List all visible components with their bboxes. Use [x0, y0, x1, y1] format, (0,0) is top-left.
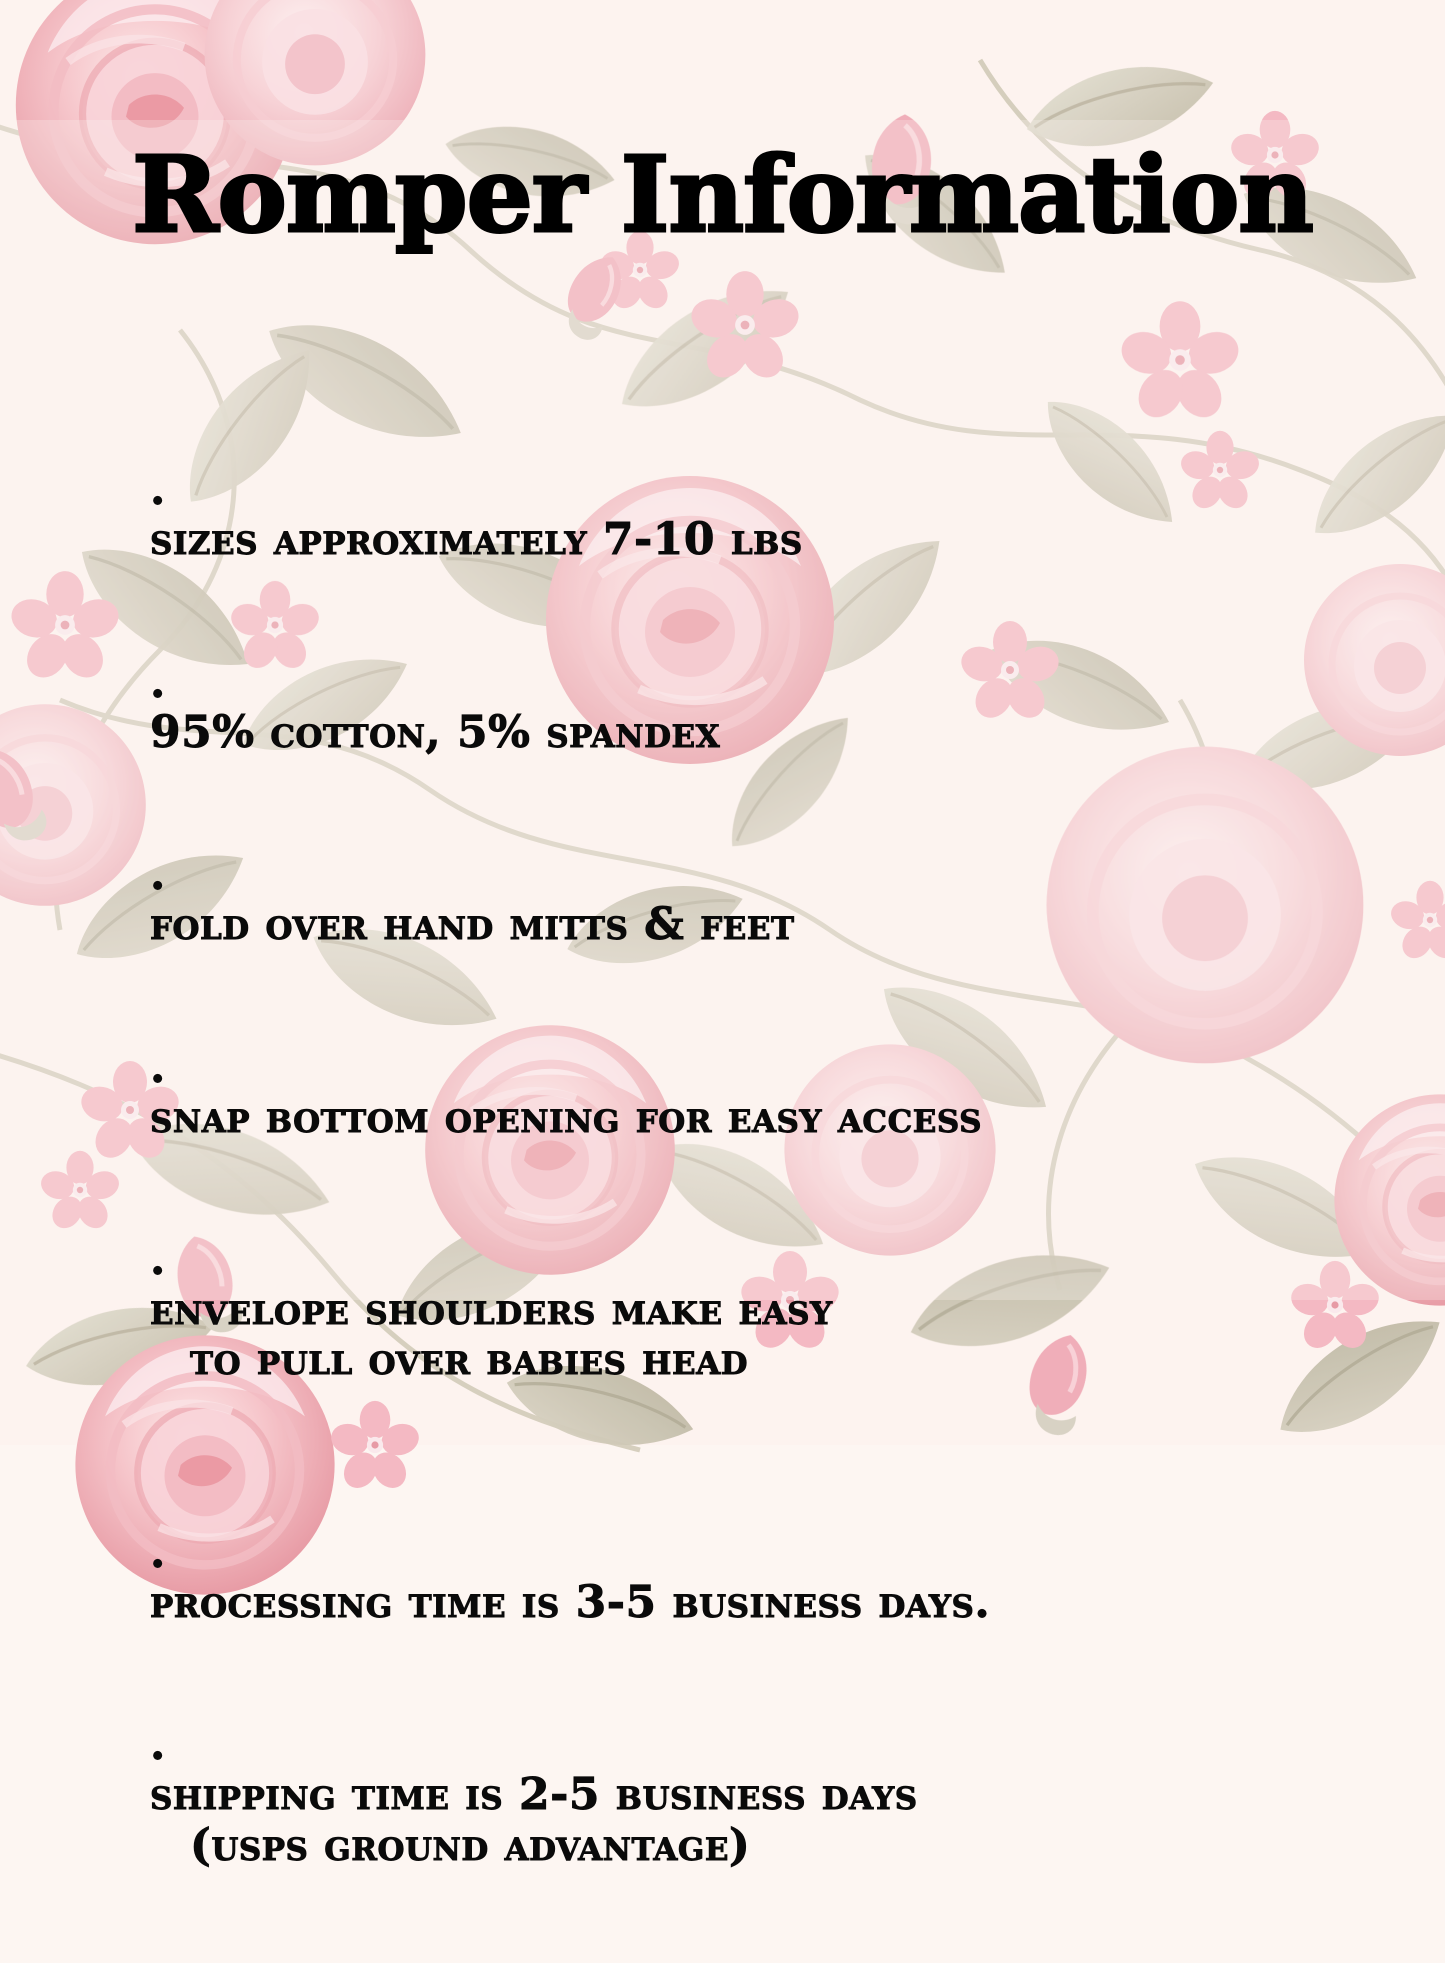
list-item-label: sizes approximately 7-10 lbs	[150, 514, 803, 566]
list-item-label: snap bottom opening for easy access	[150, 1091, 982, 1143]
list-item	[150, 992, 1410, 1142]
list-item	[150, 1478, 1410, 1628]
list-item	[150, 800, 1410, 950]
bullet-marker: .	[150, 656, 166, 708]
bullet-marker: .	[150, 1719, 166, 1771]
list-item	[150, 607, 1410, 757]
bullet-marker: .	[150, 1234, 166, 1286]
list-item-label: shipping time is 2-5 business days	[150, 1769, 918, 1821]
list-item-label: processing time is 3-5 business days.	[150, 1576, 991, 1628]
list-item-label-continued: (usps ground advantage)	[190, 1819, 751, 1871]
romper-details-list	[150, 415, 1410, 1963]
list-item-label: 95% cotton, 5% spandex	[150, 706, 721, 758]
bullet-marker: .	[150, 1041, 166, 1093]
list-item-label: envelope shoulders make easy	[150, 1284, 833, 1336]
list-item-label-continued: to pull over babies head	[190, 1334, 749, 1386]
bullet-marker: .	[150, 1526, 166, 1578]
page-title: Romper Information	[132, 133, 1313, 256]
list-item	[150, 1670, 1410, 1921]
bullet-marker: .	[150, 464, 166, 516]
bullet-marker: .	[150, 849, 166, 901]
list-item-label: fold over hand mitts & feet	[150, 899, 795, 951]
list-item	[150, 415, 1410, 565]
list-item	[150, 1185, 1410, 1436]
